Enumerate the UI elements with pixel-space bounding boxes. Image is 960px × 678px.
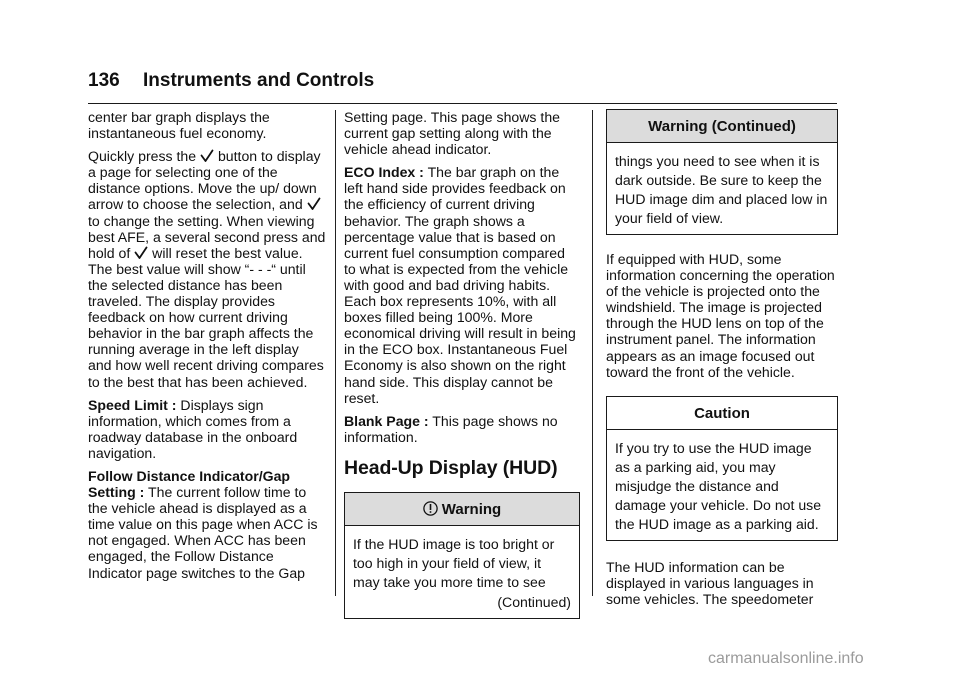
text-speed-limit: Displays sign information, which comes from a roadway database in the onboard navigation.	[88, 396, 298, 461]
paragraph-hud-languages: The HUD information can be displayed in various languages in some vehicles. The speedometer	[606, 558, 814, 607]
paragraph-gap-setting: Setting page. This page shows the current gap setting along with the vehicle ahead indicator.	[344, 109, 560, 158]
warning-icon	[423, 501, 438, 516]
paragraph-fuel-economy: center bar graph displays the instantaneous fuel economy.	[88, 109, 270, 142]
warning-text: If the HUD image is too bright or too high in your field of view, it may take you more time to see	[353, 535, 555, 590]
paragraph-hud-info: If equipped with HUD, some information concerning the operation of the vehicle is projected onto the windshield. The image is projected through the HUD lens on top of the instrument panel. The information appears as an image focused out toward the front of the vehicle.	[606, 251, 835, 380]
warning-box	[344, 492, 580, 619]
page-header	[88, 70, 837, 104]
paragraph-speed-limit	[88, 397, 326, 461]
paragraph-follow-distance	[88, 468, 326, 581]
text-change-setting: to change the setting. When viewing best AFE, a several second press and hold of	[88, 212, 326, 261]
text-button-display: button to display a page for selecting one of the distance options. Move the up/ down arrow to choose the selection, and	[88, 148, 321, 213]
paragraph-blank-page	[344, 413, 580, 445]
checkmark-icon	[307, 197, 321, 211]
caution-body: If you try to use the HUD image as a parking aid, you may misjudge the distance and damage your vehicle. Do not use the HUD image as a parking aid.	[615, 439, 822, 532]
column-divider	[335, 110, 336, 596]
column-middle	[344, 109, 580, 633]
paragraph-eco-index	[344, 164, 580, 405]
term-follow-distance: Follow Distance Indicator/Gap Setting :	[88, 467, 291, 501]
term-blank-page: Blank Page :	[344, 412, 429, 429]
text-follow-distance: The current follow time to the vehicle ahead is displayed as a time value on this page when ACC is not engaged. When ACC has been engaged, the Follow Distance Indicator page switches to the Gap	[88, 484, 318, 581]
text-quickly-press: Quickly press the	[88, 148, 197, 165]
warning-continued-body: things you need to see when it is dark outside. Be sure to keep the HUD image dim and placed low in your field of view.	[615, 153, 828, 226]
term-eco-index: ECO Index :	[344, 164, 424, 181]
watermark: carmanualsonline.info	[708, 650, 864, 667]
column-left	[88, 109, 326, 588]
checkmark-icon	[134, 246, 148, 260]
warning-continued-box	[606, 109, 838, 235]
caution-box	[606, 396, 838, 541]
warning-continued-header: Warning (Continued)	[607, 110, 837, 143]
continued-label: (Continued)	[497, 593, 571, 610]
text-blank-page: This page shows no information.	[344, 412, 558, 445]
section-title: Instruments and Controls	[143, 70, 375, 91]
column-right	[606, 109, 838, 614]
warning-title: Warning	[441, 500, 502, 518]
term-speed-limit: Speed Limit :	[88, 396, 177, 413]
caution-header: Caution	[607, 397, 837, 430]
page-number: 136	[88, 70, 120, 91]
paragraph-distance-options	[88, 148, 326, 389]
text-reset-best: will reset the best value. The best value will show “- - -“ until the selected distance has been traveled. The display provides feedback on how current driving behavior in the bar graph affects the running average in the left display and how well recent driving compares to the best that has been achieved.	[88, 244, 324, 390]
warning-body	[345, 526, 579, 618]
checkmark-icon	[200, 149, 214, 163]
heading-hud: Head-Up Display (HUD)	[344, 456, 558, 479]
column-divider	[592, 110, 593, 596]
text-eco-index: The bar graph on the left hand side provides feedback on the efficiency of current driving behavior. The graph shows a percentage value that is based on current fuel consumption compared to what is expected from the vehicle with good and bad driving habits. Each box represents 10%, with all boxes filled being 100%. More economical driving will result in being in the ECO box. Instantaneous Fuel Economy is also shown on the right hand side. This display cannot be reset.	[344, 164, 576, 406]
warning-header	[345, 493, 579, 526]
